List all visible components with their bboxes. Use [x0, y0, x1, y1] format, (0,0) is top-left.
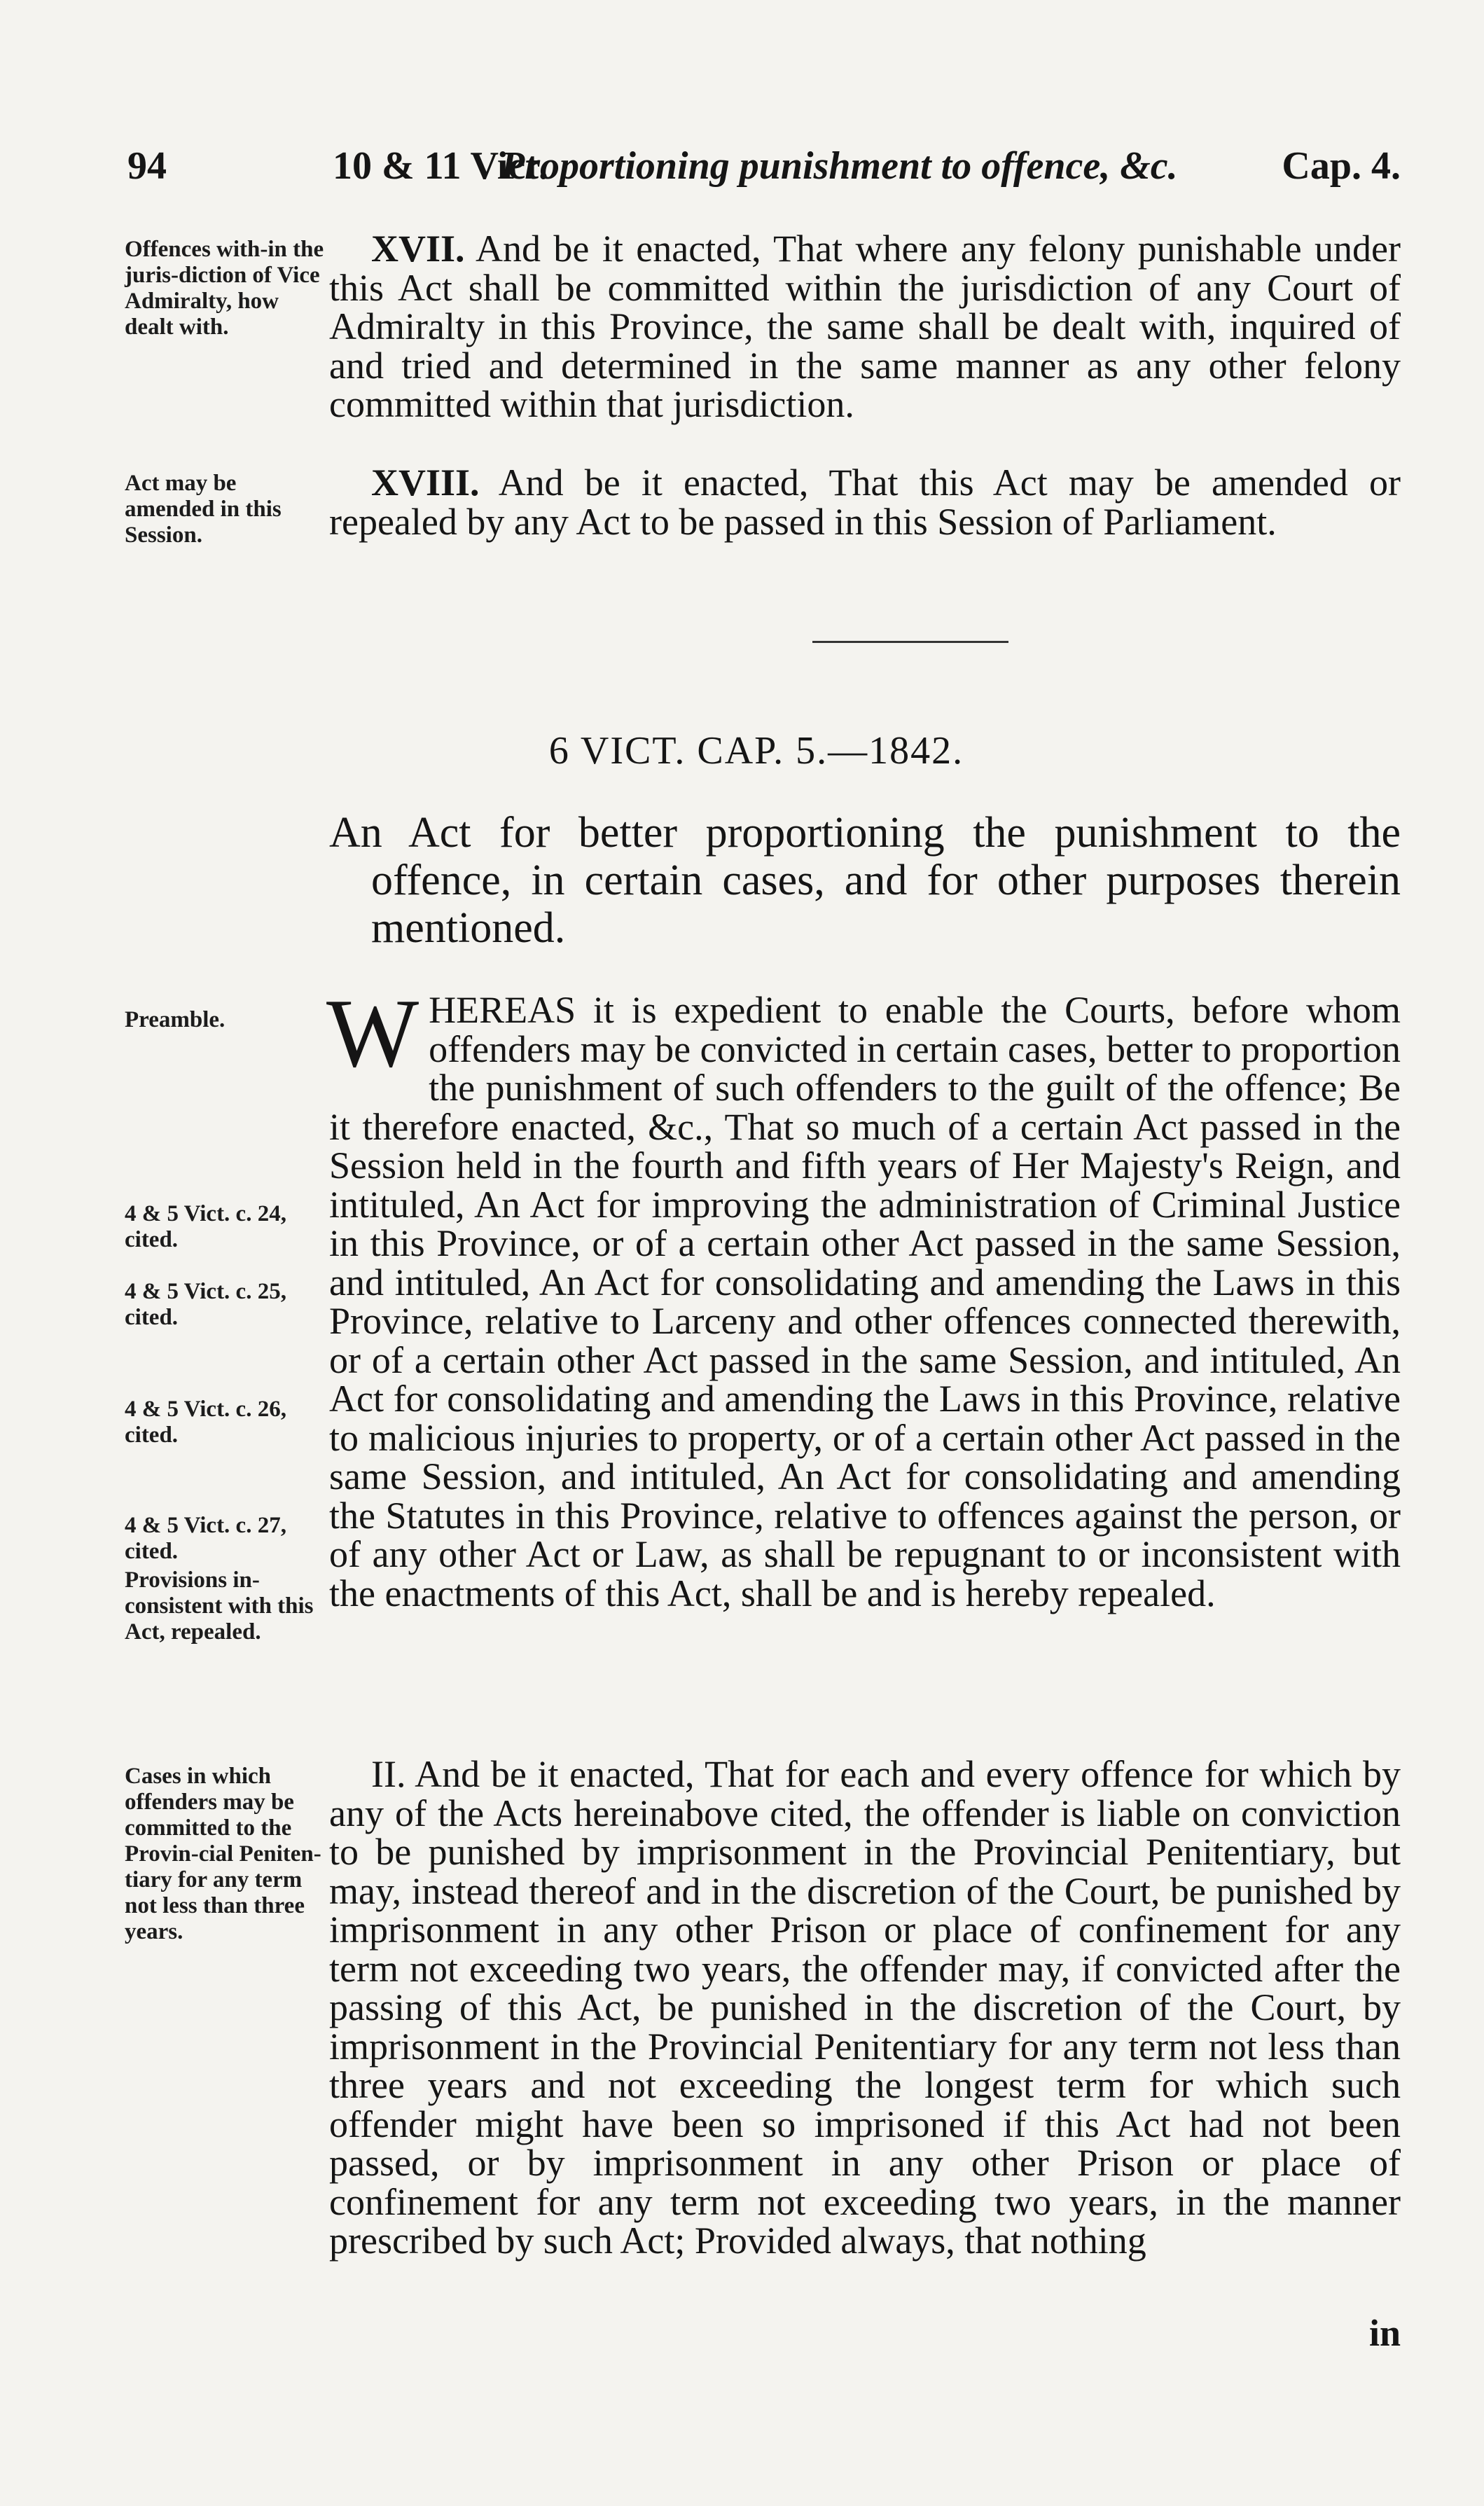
section-17-number: XVII. [371, 228, 465, 270]
section-17-text: And be it enacted, That where any felony punishable under this Act shall be committed within the jurisdiction of any Court of Admiralty in this Province, the same shall be dealt with, inquired of and tried and determined in the same manner as any other felony committed within that jurisdiction. [329, 228, 1401, 425]
margin-note-citation-2: 4 & 5 Vict. c. 25, cited. [125, 1279, 286, 1330]
margin-note-preamble: Preamble. [125, 1007, 226, 1032]
margin-note-repeal: Provisions in-consistent with this Act, repealed. [125, 1567, 314, 1645]
margin-note-section-17: Offences with-in the juris-diction of Vice Admiralty, how dealt with. [125, 237, 324, 340]
drop-cap: W [326, 979, 419, 1088]
section-divider [812, 641, 1008, 643]
section-2-text: And be it enacted, That for each and every offence for which by any of the Acts hereinabove cited, the offender is liable on conviction to be punished by imprisonment in the Provincial Penitentiary, but may, instead thereof and in the discretion of the Court, be punished by imprisonment in any other Prison or place of confinement for any term not exceeding two years, the offender may, if convicted after the passing of this Act, be punished in the discretion of the Court, by imprisonment in the Provincial Penitentiary for any term not less than three years and not exceeding the longest term for which such offender might have been so imprisoned if this Act had not been passed, or by imprisonment in any other Prison or place of confinement for any term not exceeding two years, in the manner prescribed by such Act; Provided always, that nothing [329, 1753, 1401, 2262]
margin-note-section-2: Cases in which offenders may be committed to the Provin-cial Peniten-tiary for any term not less than three years. [125, 1764, 321, 1944]
running-title: Proportioning punishment to offence, &c. [501, 144, 1178, 188]
section-18-text: And be it enacted, That this Act may be amended or repealed by any Act to be passed in this Session of Parliament. [329, 462, 1401, 543]
section-2-number: II. [371, 1753, 406, 1795]
preamble-text: HEREAS it is expedient to enable the Courts, before whom offenders may be convicted in certain cases, better to proportion the punishment of such offenders to the guilt of the offence; Be it therefore enacted, &c., That so much of a certain Act passed in the Session held in the fourth and fifth years of Her Majesty's Reign, and intituled, An Act for improving the administration of Criminal Justice in this Province, or of a certain other Act passed in the same Session, and intituled, An Act for consolidating and amending the Laws in this Province, relative to Larceny and other offences connected therewith, or of a certain other Act passed in the same Session, and intituled, An Act for consolidating and amending the Laws in this Province, relative to malicious injuries to property, or of a certain other Act passed in the same Session, and intituled, An Act for consolidating and amending the Statutes in this Province, relative to offences against the person, or of any other Act or Law, as shall be repugnant to or inconsistent with the enactments of this Act, shall be and is hereby repealed. [329, 989, 1401, 1614]
margin-note-section-18: Act may be amended in this Session. [125, 471, 282, 548]
act-title: An Act for better proportioning the punishment to the offence, in certain cases, and for other purposes therein mentioned. [329, 809, 1401, 952]
chapter-heading: 6 VICT. CAP. 5.—1842. [548, 729, 964, 773]
catchword: in [1368, 2312, 1401, 2354]
margin-note-citation-4: 4 & 5 Vict. c. 27, cited. [125, 1513, 286, 1564]
section-18 [329, 464, 1401, 541]
regnal-year: 10 & 11 Vict. [333, 144, 548, 188]
section-2 [329, 1755, 1401, 2261]
margin-note-citation-1: 4 & 5 Vict. c. 24, cited. [125, 1201, 286, 1252]
preamble [326, 979, 1401, 1614]
chapter-number: Cap. 4. [1282, 144, 1401, 188]
section-17 [329, 230, 1401, 424]
running-header [119, 144, 1401, 200]
margin-note-citation-3: 4 & 5 Vict. c. 26, cited. [125, 1397, 286, 1448]
page-number: 94 [127, 144, 167, 188]
section-18-number: XVIII. [371, 462, 480, 504]
